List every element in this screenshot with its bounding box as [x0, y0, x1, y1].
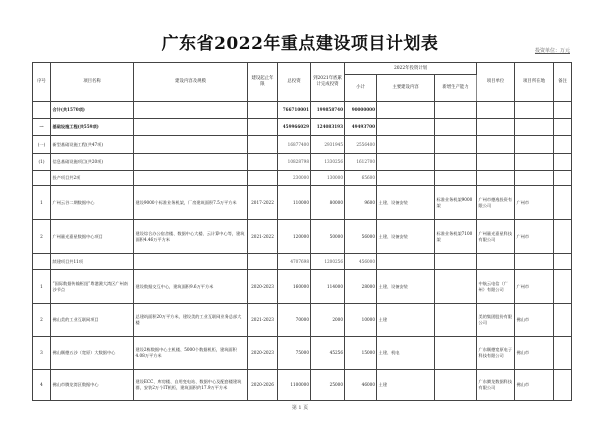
cell-content	[134, 119, 248, 136]
table-row	[33, 337, 572, 370]
cell-location	[515, 119, 554, 136]
cell-subtotal: 49493700	[345, 119, 377, 136]
cell-name: 投产项目共2项	[51, 171, 134, 186]
cell-new-capacity	[435, 370, 477, 401]
cell-total: 10828798	[278, 154, 311, 171]
cell-completed: 130000	[311, 171, 345, 186]
cell-content: 建设综合办公宿舍楼、数据中心大楼、云计算中心等，建筑面积4.46万平方米	[134, 220, 248, 254]
cell-remark	[554, 171, 572, 186]
header-total: 总投资	[278, 63, 311, 102]
cell-main-content: 土建、设备安装	[377, 186, 435, 220]
header-new-capacity: 新增生产能力	[435, 75, 477, 102]
cell-seq: 4	[33, 370, 51, 401]
cell-total: 459966029	[278, 119, 311, 136]
cell-main-content	[377, 102, 435, 119]
cell-remark	[554, 186, 572, 220]
cell-seq	[33, 171, 51, 186]
cell-name: 广州云谷二期数据中心	[51, 186, 134, 220]
cell-name: 佛山市腾龙湾区数据中心	[51, 370, 134, 401]
cell-name: 续建项目共11项	[51, 254, 134, 270]
cell-period	[248, 254, 278, 270]
cell-total: 120000	[278, 220, 311, 254]
cell-subtotal: 90000000	[345, 102, 377, 119]
header-unit: 项目单位	[477, 63, 515, 102]
cell-new-capacity	[435, 254, 477, 270]
cell-subtotal: 56000	[345, 220, 377, 254]
cell-new-capacity	[435, 171, 477, 186]
cell-unit	[477, 154, 515, 171]
cell-content	[134, 136, 248, 154]
cell-name: 新型基础设施工程(共47项)	[51, 136, 134, 154]
cell-completed: 45256	[311, 337, 345, 370]
cell-remark	[554, 337, 572, 370]
cell-new-capacity	[435, 337, 477, 370]
cell-remark	[554, 370, 572, 401]
cell-completed: 1330256	[311, 154, 345, 171]
page-number: 第 1 页	[291, 405, 309, 411]
cell-main-content: 土建、机电	[377, 337, 435, 370]
cell-total: 4707698	[278, 254, 311, 270]
header-location: 项目所在地	[515, 63, 554, 102]
cell-remark	[554, 220, 572, 254]
cell-location	[515, 254, 554, 270]
cell-location: 广州市	[515, 270, 554, 304]
cell-seq: 1	[33, 186, 51, 220]
cell-subtotal: 15000	[345, 337, 377, 370]
cell-remark	[554, 136, 572, 154]
cell-seq: (1)	[33, 154, 51, 171]
cell-content	[134, 254, 248, 270]
table-group-row	[33, 154, 572, 171]
cell-main-content: 土建	[377, 304, 435, 337]
cell-content: 建设2栋数据中心主机楼、5000个数据机柜，建筑面积4.08万平方米	[134, 337, 248, 370]
cell-unit	[477, 102, 515, 119]
cell-main-content	[377, 154, 435, 171]
cell-location	[515, 171, 554, 186]
cell-name: 信息基础设施项目(共20项)	[51, 154, 134, 171]
cell-content	[134, 102, 248, 119]
cell-remark	[554, 270, 572, 304]
cell-total: 70000	[278, 304, 311, 337]
table-row	[33, 186, 572, 220]
cell-period: 2021-2022	[248, 220, 278, 254]
cell-new-capacity	[435, 136, 477, 154]
table-row	[33, 270, 572, 304]
cell-seq: 一	[33, 119, 51, 136]
table-group-row	[33, 102, 572, 119]
cell-remark	[554, 254, 572, 270]
document-title: 广东省2022年重点建设项目计划表	[161, 34, 439, 54]
cell-total: 1100000	[278, 370, 311, 401]
table-group-row	[33, 171, 572, 186]
cell-unit	[477, 136, 515, 154]
cell-name: 基础设施工程(共559项)	[51, 119, 134, 136]
cell-location: 广州市	[515, 186, 554, 220]
cell-name: 合计(共1570项)	[51, 102, 134, 119]
cell-name: “国际数据传输枢纽”粤港澳大湾区广州南沙节点	[51, 270, 134, 304]
cell-main-content	[377, 254, 435, 270]
cell-subtotal: 1612700	[345, 154, 377, 171]
cell-seq: 3	[33, 337, 51, 370]
table-group-row	[33, 136, 572, 154]
cell-location: 佛山市	[515, 304, 554, 337]
cell-period: 2021-2023	[248, 304, 278, 337]
cell-content: 建设9000个标准业务机架，厂房建筑面积7.5万平方米	[134, 186, 248, 220]
table-group-row	[33, 119, 572, 136]
cell-seq	[33, 102, 51, 119]
cell-remark	[554, 304, 572, 337]
cell-content: 总建筑面积20万平方米，建设美的工业互联网业务总部大楼	[134, 304, 248, 337]
cell-unit	[477, 171, 515, 186]
cell-subtotal: 2556400	[345, 136, 377, 154]
cell-content: 建设数据交互中心，建筑面积9.6万平方米	[134, 270, 248, 304]
cell-subtotal: 9600	[345, 186, 377, 220]
header-subtotal: 小计	[345, 75, 377, 102]
cell-name: 佛山美的工业互联网项目	[51, 304, 134, 337]
cell-main-content: 土建、设备安装	[377, 220, 435, 254]
cell-name: 佛山顺德五沙（宽原）大数据中心	[51, 337, 134, 370]
cell-new-capacity	[435, 304, 477, 337]
cell-content	[134, 171, 248, 186]
cell-subtotal: 456000	[345, 254, 377, 270]
cell-period	[248, 102, 278, 119]
header-period: 建设起止年限	[248, 63, 278, 102]
cell-period	[248, 171, 278, 186]
cell-name: 广州量光嘉星数据中心项目	[51, 220, 134, 254]
cell-total: 230000	[278, 171, 311, 186]
header-plan-group: 2022年投资计划	[345, 63, 477, 75]
cell-location: 广州市	[515, 220, 554, 254]
cell-period: 2020-2023	[248, 337, 278, 370]
cell-completed: 50000	[311, 220, 345, 254]
cell-content	[134, 154, 248, 171]
cell-total: 75000	[278, 337, 311, 370]
project-plan-table	[32, 62, 572, 401]
header-completed: 到2021年底累计完成投资	[311, 63, 345, 102]
header-seq: 序号	[33, 63, 51, 102]
cell-remark	[554, 119, 572, 136]
cell-total: 16877400	[278, 136, 311, 154]
cell-unit: 广州市德逸投资有限公司	[477, 186, 515, 220]
table-row	[33, 370, 572, 401]
cell-location	[515, 102, 554, 119]
unit-note: 投资单位：万元	[534, 48, 570, 54]
cell-unit: 广东顺德宽原电子科技有限公司	[477, 337, 515, 370]
cell-unit: 广东腾龙数据科技有限公司	[477, 370, 515, 401]
cell-location: 佛山市	[515, 337, 554, 370]
cell-new-capacity	[435, 270, 477, 304]
header-name: 项目名称	[51, 63, 134, 102]
cell-period	[248, 119, 278, 136]
cell-period	[248, 136, 278, 154]
cell-seq: (一)	[33, 136, 51, 154]
header-remark: 备注	[554, 63, 572, 102]
cell-main-content	[377, 119, 435, 136]
cell-remark	[554, 102, 572, 119]
cell-subtotal: 10000	[345, 304, 377, 337]
cell-completed: 80000	[311, 186, 345, 220]
cell-unit: 中航云电信（广州）有限公司	[477, 270, 515, 304]
cell-period: 2020-2026	[248, 370, 278, 401]
cell-completed: 2000	[311, 304, 345, 337]
cell-unit	[477, 254, 515, 270]
cell-unit: 广州量光嘉星科技有限公司	[477, 220, 515, 254]
cell-completed: 199858740	[311, 102, 345, 119]
cell-total: 766710001	[278, 102, 311, 119]
table-row	[33, 220, 572, 254]
table-group-row	[33, 254, 572, 270]
cell-new-capacity	[435, 102, 477, 119]
cell-period	[248, 154, 278, 171]
cell-seq: 1	[33, 270, 51, 304]
cell-total: 160000	[278, 270, 311, 304]
cell-completed: 1200256	[311, 254, 345, 270]
header-main-content: 主要建设内容	[377, 75, 435, 102]
cell-unit	[477, 119, 515, 136]
cell-completed: 2931945	[311, 136, 345, 154]
cell-main-content	[377, 171, 435, 186]
cell-seq	[33, 254, 51, 270]
cell-location	[515, 136, 554, 154]
cell-subtotal: 65600	[345, 171, 377, 186]
cell-main-content: 土建	[377, 370, 435, 401]
cell-content: 建设ECC、库房楼、自用变电站、数据中心及配套楼建筑群，安装2万个IT机柜，建筑面积约17.9万平方米	[134, 370, 248, 401]
cell-subtotal: 28000	[345, 270, 377, 304]
cell-remark	[554, 154, 572, 171]
table-row	[33, 304, 572, 337]
cell-completed: 124083193	[311, 119, 345, 136]
cell-seq: 2	[33, 220, 51, 254]
cell-location	[515, 154, 554, 171]
cell-total: 110000	[278, 186, 311, 220]
cell-period: 2017-2022	[248, 186, 278, 220]
cell-new-capacity	[435, 154, 477, 171]
cell-new-capacity: 标准业务机架9000架	[435, 186, 477, 220]
cell-period: 2020-2023	[248, 270, 278, 304]
cell-seq: 2	[33, 304, 51, 337]
cell-main-content: 土建、设备安装	[377, 270, 435, 304]
header-content: 建设内容及规模	[134, 63, 248, 102]
cell-completed: 25000	[311, 370, 345, 401]
cell-new-capacity	[435, 119, 477, 136]
cell-subtotal: 46000	[345, 370, 377, 401]
cell-new-capacity: 标准业务机架7100架	[435, 220, 477, 254]
cell-completed: 114000	[311, 270, 345, 304]
cell-main-content	[377, 136, 435, 154]
cell-unit: 美的集团股份有限公司	[477, 304, 515, 337]
cell-location: 佛山市	[515, 370, 554, 401]
